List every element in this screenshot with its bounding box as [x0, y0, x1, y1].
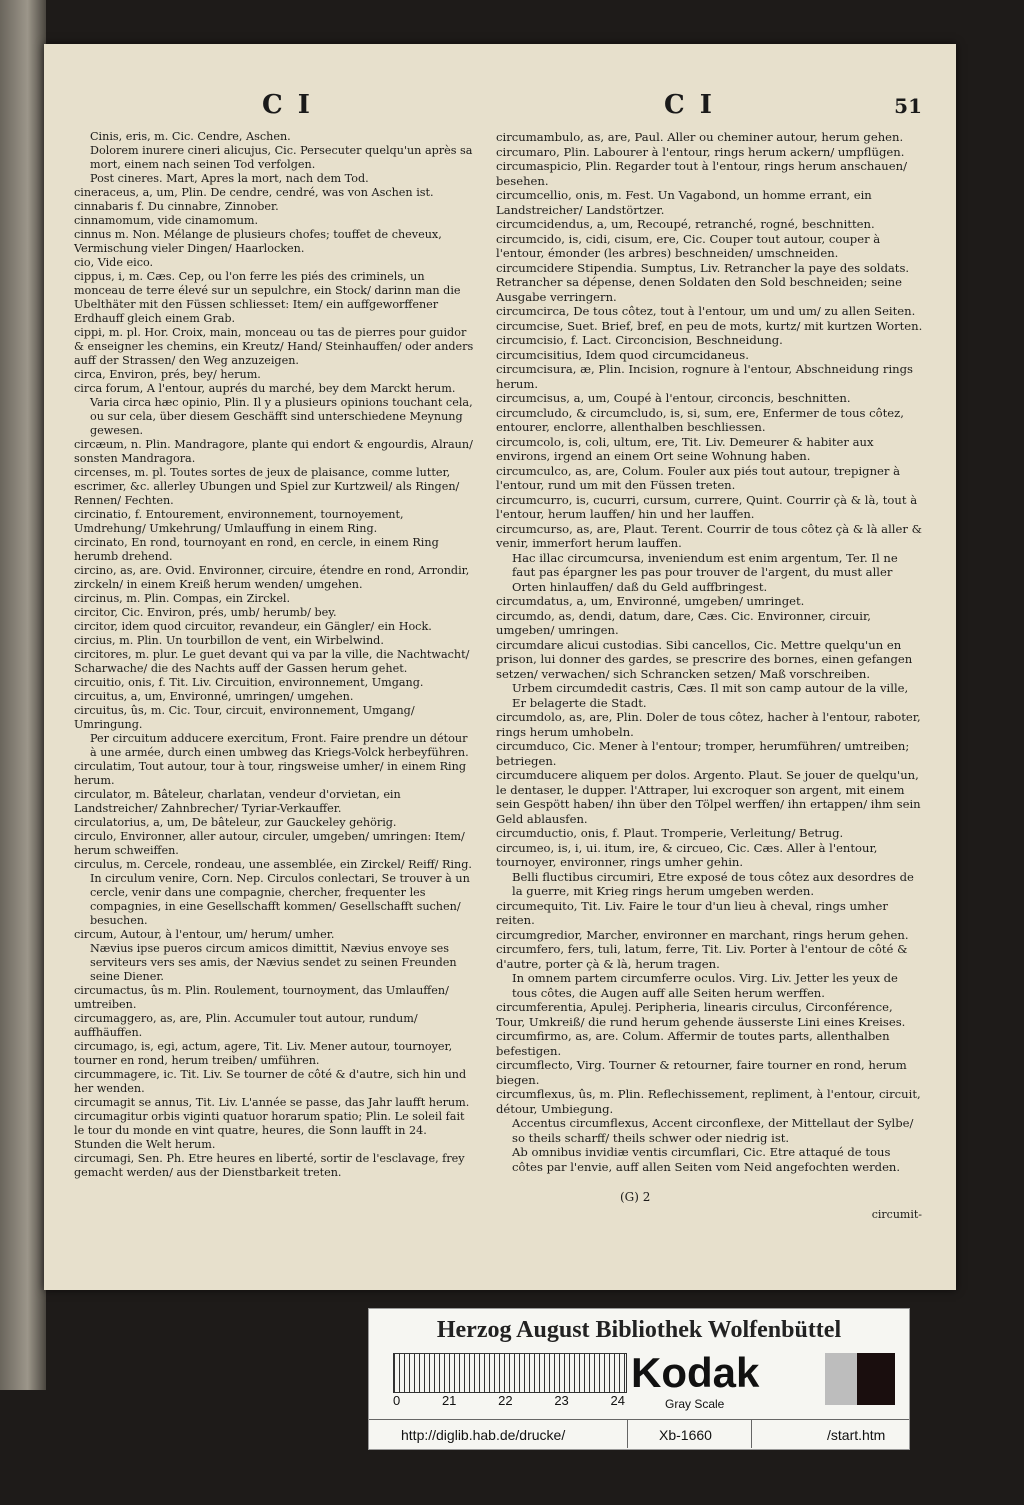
dictionary-entry: circumcellio, onis, m. Fest. Un Vagabond, un homme errant, ein Landstreicher/ Landstörtzer. — [496, 188, 872, 217]
dictionary-entry: Hac illac circumcursa, inveniendum est enim argentum, Ter. Il ne faut pas épargner les pas pour trouver de l'argent, du must aller Orten hinlauffen/ daß du Geld auffbringest. — [512, 550, 898, 594]
dictionary-entry: circuitio, onis, f. Tit. Liv. Circuition, environnement, Umgang. — [74, 676, 424, 689]
dictionary-entry: circa forum, A l'entour, auprés du marché, bey dem Marckt herum. — [74, 382, 456, 395]
dictionary-entry: circumflexus, ûs, m. Plin. Reflechissement, repliment, à l'entour, circuit, détour, Umbiegung. — [496, 1087, 921, 1116]
dictionary-entry: circulo, Environner, aller autour, circuler, umgeben/ umringen: Item/ herum schweiffen. — [74, 830, 465, 857]
right-column — [496, 130, 924, 1174]
scale-number: 21 — [441, 1393, 457, 1408]
dictionary-entry: circulator, m. Bâteleur, charlatan, vendeur d'orvietan, ein Landstreicher/ Zahnbrecher/ Tyriar-Verkauffer. — [74, 788, 401, 815]
dictionary-entry: Per circuitum adducere exercitum, Front. Faire prendre un détour à une armée, durch einen umbweg das Kriegs-Volck herbeyführen. — [90, 732, 469, 759]
dictionary-entry: circumductio, onis, f. Plaut. Tromperie, Verleitung/ Betrug. — [496, 826, 844, 840]
dictionary-entry: circumequito, Tit. Liv. Faire le tour d'un lieu à cheval, rings umher reiten. — [496, 898, 888, 927]
dictionary-entry: circumagitur orbis viginti quatuor horarum spatio; Plin. Le soleil fait le tour du monde en vint quatre, heures, die Sonn laufft in 24. Stunden die Welt herum. — [74, 1110, 465, 1151]
dictionary-entry: circa, Environ, prés, bey/ herum. — [74, 368, 261, 381]
dictionary-entry: circumcise, Suet. Brief, bref, en peu de mots, kurtz/ mit kurtzen Worten. — [496, 318, 923, 333]
dictionary-entry: circulatim, Tout autour, tour à tour, ringsweise umher/ in einem Ring herum. — [74, 760, 467, 787]
dictionary-entry: cinnamomum, vide cinamomum. — [74, 214, 259, 227]
dictionary-entry: Nævius ipse pueros circum amicos dimittit, Nævius envoye ses serviteurs vers ses amis, der Nævius sendet zu seinen Freunden seine Diener. — [90, 942, 457, 983]
dictionary-entry: Post cineres. Mart, Apres la mort, nach dem Tod. — [90, 172, 369, 185]
url-right: /start.htm — [827, 1427, 886, 1443]
dictionary-entry: circumcido, is, cidi, cisum, ere, Cic. Couper tout autour, couper à l'entour, émonder (les arbres) beschneiden/ umschneiden. — [496, 231, 881, 260]
gray-swatch-light — [825, 1353, 857, 1405]
dictionary-entry: circumcisitius, Idem quod circumcidaneus. — [496, 347, 749, 362]
dictionary-entry: circummagere, ic. Tit. Liv. Se tourner de côté & d'autre, sich hin und her wenden. — [74, 1068, 467, 1095]
dictionary-entry: cippi, m. pl. Hor. Croix, main, monceau ou tas de pierres pour guidor & enseigner les chemins, ein Kreutz/ Hand/ Steinhauffen/ oder anders auff der Strassen/ den Weg anzuzeigen. — [74, 326, 474, 367]
library-reference-card — [368, 1308, 910, 1450]
dictionary-entry: circinato, En rond, tournoyant en rond, en cercle, in einem Ring herumb drehend. — [74, 536, 439, 563]
dictionary-entry: circuitus, a, um, Environné, umringen/ umgehen. — [74, 690, 354, 703]
dictionary-entry: circumdolo, as, are, Plin. Doler de tous côtez, hacher à l'entour, raboter, rings herum umhobeln. — [496, 710, 921, 739]
scale-number: 0 — [393, 1393, 401, 1408]
dictionary-entry: Belli fluctibus circumiri, Etre exposé de tous côtez aux desordres de la guerre, mit Krieg rings herum umgeben werden. — [512, 869, 914, 898]
dictionary-entry: circumculco, as, are, Colum. Fouler aux piés tout autour, trepigner à l'entour, rund um mit den Füssen treten. — [496, 463, 901, 492]
dictionary-entry: circumferentia, Apulej. Peripheria, linearis circulus, Circonférence, Tour, Umkreiß/ die rund herum gehende äusserste Lini eines Kreises. — [496, 1000, 906, 1029]
dictionary-entry: In omnem partem circumferre oculos. Virg. Liv. Jetter les yeux de tous côtes, die Augen auff alle Seiten herum werffen. — [512, 971, 898, 1000]
dictionary-entry: circumaggero, as, are, Plin. Accumuler tout autour, rundum/ auffhäuffen. — [74, 1012, 418, 1039]
signature-mark: (G) 2 — [620, 1190, 651, 1204]
book-page — [44, 44, 956, 1290]
dictionary-entry: circumcisus, a, um, Coupé à l'entour, circoncis, beschnitten. — [496, 391, 851, 405]
dictionary-entry: circumdo, as, dendi, datum, dare, Cæs. Cic. Environner, circuir, umgeben/ umringen. — [496, 608, 871, 637]
dictionary-entry: circumagit se annus, Tit. Liv. L'année se passe, das Jahr laufft herum. — [74, 1096, 470, 1109]
dictionary-entry: circius, m. Plin. Un tourbillon de vent, ein Wirbelwind. — [74, 634, 384, 647]
left-column — [74, 130, 476, 1180]
dictionary-entry: circumfero, fers, tuli, latum, ferre, Tit. Liv. Porter à l'entour de côté & d'autre, porter çà & là, herum tragen. — [496, 942, 908, 971]
divider — [751, 1420, 752, 1448]
dictionary-entry: circumcisio, f. Lact. Circoncision, Beschneidung. — [496, 333, 783, 347]
dictionary-entry: circumcolo, is, coli, ultum, ere, Tit. Liv. Demeurer & habiter aux environs, irgend an einem Ort seine Wohnung haben. — [496, 434, 874, 463]
kodak-logo: Kodak — [631, 1349, 760, 1396]
dictionary-entry: circumdatus, a, um, Environné, umgeben/ umringet. — [496, 594, 805, 608]
dictionary-entry: circumaspicio, Plin. Regarder tout à l'entour, rings herum anschauen/ besehen. — [496, 159, 907, 188]
scale-numbers — [393, 1393, 625, 1408]
dictionary-entry: Cinis, eris, m. Cic. Cendre, Aschen. — [90, 130, 291, 143]
dictionary-entry: Varia circa hæc opinio, Plin. Il y a plusieurs opinions touchant cela, ou sur cela, über diesem Geschäfft sind unterschiedene Meynung gewesen. — [90, 396, 473, 437]
scale-ruler — [393, 1353, 627, 1393]
dictionary-entry: circulatorius, a, um, De bâteleur, zur Gauckeley gehörig. — [74, 816, 397, 829]
library-title: Herzog August Bibliothek Wolfenbüttel — [436, 1317, 842, 1343]
gray-scale-label: Gray Scale — [665, 1397, 725, 1411]
dictionary-entry: circumdare alicui custodias. Sibi cancellos, Cic. Mettre quelqu'un en prison, lui donner des gardes, se prescrire des bornes, einen gefangen setzen/ verwachen/ sich Schrancken setzen/ Maß vorschreiben. — [496, 637, 913, 681]
dictionary-entry: circumcurro, is, cucurri, cursum, currere, Quint. Courrir çà & là, tout à l'entour, herum lauffen/ hin und her lauffen. — [496, 492, 918, 521]
adjacent-page-edge — [0, 0, 46, 1390]
dictionary-entry: circumcludo, & circumcludo, is, si, sum, ere, Enfermer de tous côtez, entourer, enclorre, allenthalben beschliessen. — [496, 405, 904, 434]
dictionary-entry: circumfirmo, as, are. Colum. Affermir de toutes parts, allenthalben befestigen. — [496, 1029, 890, 1058]
dictionary-entry: circitores, m. plur. Le guet devant qui va par la ville, die Nachtwacht/ Scharwache/ die des Nachts auff der Gassen herum gehet. — [74, 648, 470, 675]
shelfmark: Xb-1660 — [659, 1427, 712, 1443]
dictionary-entry: circitor, idem quod circuitor, revandeur, ein Gängler/ ein Hock. — [74, 620, 432, 633]
dictionary-entry: circumagi, Sen. Ph. Etre heures en liberté, sortir de l'esclavage, frey gemacht werden/ aus der Dienstbarkeit treten. — [74, 1152, 465, 1179]
dictionary-entry: circumducere aliquem per dolos. Argento. Plaut. Se jouer de quelqu'un, le dentaser, le dupper. l'Attraper, lui excroquer son argent, mit einem sein Gespött haben/ ihn über den Tölpel werffen/ ihn ertappen/ ihm sein Geld ablausfen. — [496, 768, 921, 826]
dictionary-entry: circuitus, ûs, m. Cic. Tour, circuit, environnement, Umgang/ Umringung. — [74, 704, 415, 731]
dictionary-entry: circumcirca, De tous côtez, tout à l'entour, um und um/ zu allen Seiten. — [496, 304, 916, 318]
dictionary-entry: cineraceus, a, um, Plin. De cendre, cendré, was von Aschen ist. — [74, 186, 434, 199]
dictionary-entry: Accentus circumflexus, Accent circonflexe, der Mittellaut der Sylbe/ so theils scharff/ theils schwer oder niedrig ist. — [512, 1116, 914, 1145]
dictionary-entry: circenses, m. pl. Toutes sortes de jeux de plaisance, comme lutter, escrimer, &c. allerley Ubungen und Spiel zur Kurtzweil/ als Ringen/ Rennen/ Fechten. — [74, 466, 460, 507]
dictionary-entry: Urbem circumdedit castris, Cæs. Il mit son camp autour de la ville, Er belagerte die Stadt. — [512, 681, 909, 710]
dictionary-entry: circumgredior, Marcher, environner en marchant, rings herum gehen. — [496, 927, 909, 942]
dictionary-entry: circumcisura, æ, Plin. Incision, rognure à l'entour, Abschneidung rings herum. — [496, 362, 914, 391]
running-head-right: C I — [664, 90, 715, 120]
gray-swatch-dark — [857, 1353, 895, 1405]
dictionary-entry: cinnus m. Non. Mélange de plusieurs chofes; touffet de cheveux, Vermischung vieler Dingen/ Haarlocken. — [74, 228, 442, 255]
dictionary-entry: circumduco, Cic. Mener à l'entour; tromper, herumführen/ umtreiben; betriegen. — [496, 739, 910, 768]
divider — [627, 1420, 628, 1448]
dictionary-entry: cinnabaris f. Du cinnabre, Zinnober. — [74, 200, 279, 213]
dictionary-entry: circumcidere Stipendia. Sumptus, Liv. Retrancher la paye des soldats. Retrancher sa dépense, denen Soldaten den Sold beschneiden; seine Ausgabe verringern. — [496, 260, 910, 304]
dictionary-entry: cio, Vide eico. — [74, 256, 154, 269]
scale-number: 24 — [610, 1393, 625, 1408]
dictionary-entry: In circulum venire, Corn. Nep. Circulos conlectari, Se trouver à un cercle, venir dans une compagnie, chercher, frequenter les compagnies, in eine Gesellschafft kommen/ Gesellschafft suchen/ besuchen. — [90, 872, 470, 927]
dictionary-entry: circæum, n. Plin. Mandragore, plante qui endort & engourdis, Alraun/ sonsten Mandragora. — [74, 438, 473, 465]
scale-number: 22 — [498, 1393, 513, 1408]
dictionary-entry: circumcidendus, a, um, Recoupé, retranché, rogné, beschnitten. — [496, 217, 875, 231]
page-number: 51 — [894, 94, 922, 118]
dictionary-entry: circumeo, is, i, ui. itum, ire, & circueo, Cic. Cæs. Aller à l'entour, tournoyer, environner, rings umher gehin. — [496, 840, 878, 869]
dictionary-entry: circumcurso, as, are, Plaut. Terent. Courrir de tous côtez çà & là aller & venir, immerfort herum lauffen. — [496, 521, 922, 550]
dictionary-entry: Ab omnibus invidiæ ventis circumflari, Cic. Etre attaqué de tous côtes par l'envie, auff allen Seiten vom Neid angefochten werden. — [512, 1145, 901, 1174]
dictionary-entry: circumactus, ûs m. Plin. Roulement, tournoyment, das Umlauffen/ umtreiben. — [74, 984, 449, 1011]
catchword: circumit- — [871, 1208, 922, 1221]
dictionary-entry: circulus, m. Cercele, rondeau, une assemblée, ein Zirckel/ Reiff/ Ring. — [74, 858, 472, 871]
dictionary-entry: circinus, m. Plin. Compas, ein Zirckel. — [74, 592, 291, 605]
running-head-left: C I — [262, 90, 313, 120]
dictionary-entry: circinatio, f. Entourement, environnement, tournoyement, Umdrehung/ Umkehrung/ Umlauffung in einem Ring. — [74, 508, 404, 535]
scale-number: 23 — [554, 1393, 569, 1408]
dictionary-entry: circumago, is, egi, actum, agere, Tit. Liv. Mener autour, tournoyer, tourner en rond, herum treiben/ umführen. — [74, 1040, 453, 1067]
dictionary-entry: circumflecto, Virg. Tourner & retourner, faire tourner en rond, herum biegen. — [496, 1058, 907, 1087]
dictionary-entry: circitor, Cic. Environ, prés, umb/ herumb/ bey. — [74, 606, 337, 619]
dictionary-entry: circum, Autour, à l'entour, um/ herum/ umher. — [74, 928, 335, 941]
dictionary-entry: circino, as, are. Ovid. Environner, circuire, étendre en rond, Arrondir, zirckeln/ in einem Kreiß herum wenden/ umgehen. — [74, 564, 470, 591]
dictionary-entry: cippus, i, m. Cæs. Cep, ou l'on ferre les piés des criminels, un monceau de terre élevé sur un sepulchre, ein Stock/ darinn man die Ubelthäter mit den Füssen schliesset: Item/ ein auffgeworffener Erdhauff gleich einem Grab. — [74, 270, 461, 325]
dictionary-entry: circumambulo, as, are, Paul. Aller ou cheminer autour, herum gehen. — [496, 130, 904, 144]
dictionary-entry: circumaro, Plin. Labourer à l'entour, rings herum ackern/ umpflügen. — [496, 144, 905, 159]
url-left: http://diglib.hab.de/drucke/ — [401, 1427, 566, 1443]
url-bar — [369, 1419, 909, 1448]
dictionary-entry: Dolorem inurere cineri alicujus, Cic. Persecuter quelqu'un après sa mort, einem nach seinen Tod verfolgen. — [90, 144, 473, 171]
